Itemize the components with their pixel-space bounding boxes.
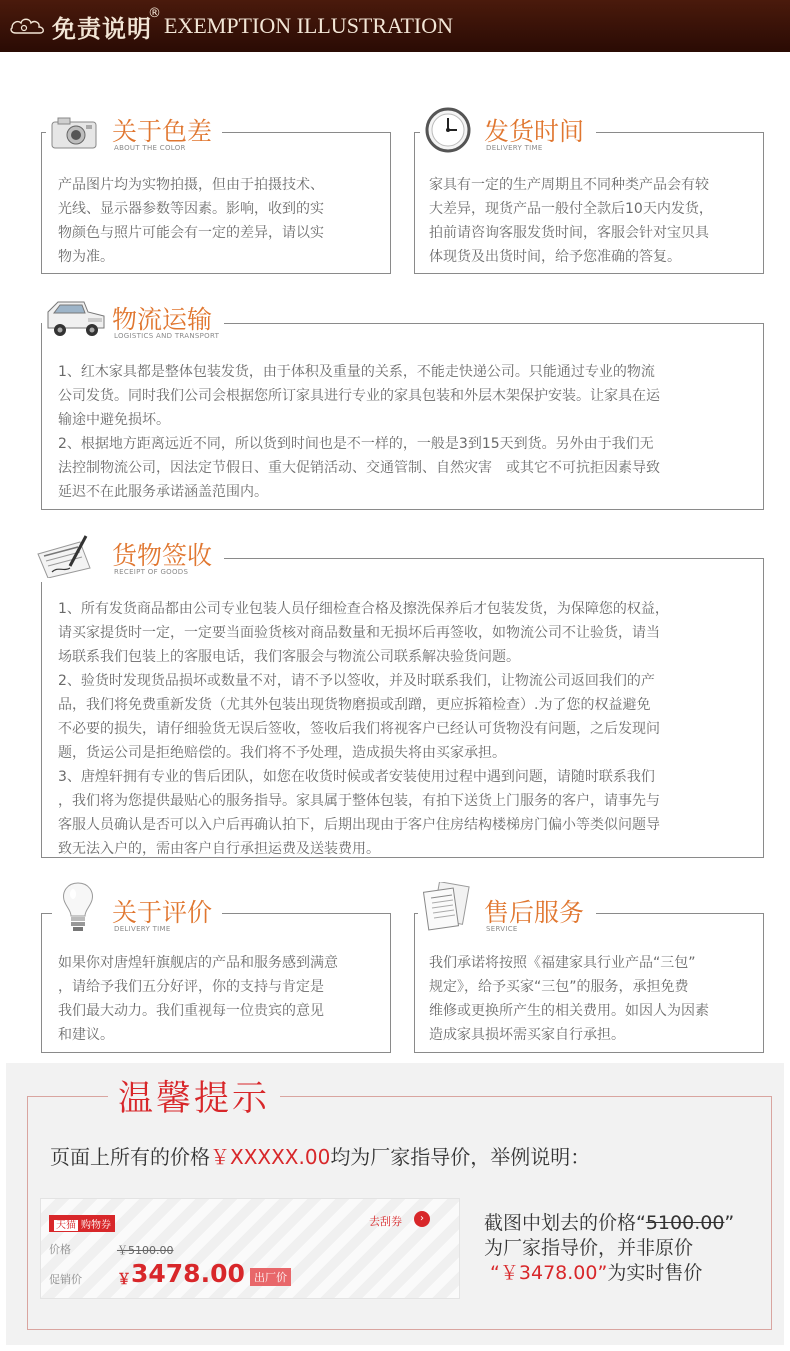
section-service-title: 售后服务 — [484, 898, 585, 927]
section-receipt-body: 1、所有发货商品都由公司专业包装人员仔细检查合格及擦洗保养后才包装发货，为保障您的权益， 请买家提货时一定，一定要当面验货核对商品数量和无损坏后再签收，如物流公司不让验货，请当 场联系我们包装上的客服电话，我们客服会与物流公司联系解决验货问题。 2、验货时发现货品损坏或数量不对，请不予以签收，并及时联系我们，让物流公司返回我们的产 品，我们将免费重新发货（尤其外包装出现货物磨损或刮蹭，更应拆箱检查）.为了您的权益避免 不必要的损失，请仔细验货无误后签收，签收后我们将视客户已经认可货物没有问题，之后发现问 题，货运公司是拒绝赔偿的。我们将不予处理，造成损失将由买家承担。 3、唐煌轩拥有专业的售后团队，如您在收货时候或者安装使用过程中遇到问题，请随时联系我们 ，我们将为您提供最贴心的服务指导。家具属于整体包装，有拍下送货上门服务的客户，请事先与 客服人员确认是否可以入户后再确认拍下，后期出现由于客户住房结构楼梯房门偏小等类似问题导 致无法入户的，需由客户自行承担运费及送装费用。 — [58, 601, 669, 857]
real-price: “￥3478.00” — [490, 1262, 608, 1284]
section-color-body: 产品图片均为实物拍摄，但由于拍摄技术、 光线、显示器参数等因素。影响，收到的实 物颜色与照片可能会有一定的差异，请以实 物为准。 — [58, 177, 324, 265]
section-color-subtitle: ABOUT THE COLOR — [114, 144, 186, 152]
section-logistics-subtitle: LOGISTICS AND TRANSPORT — [114, 332, 220, 340]
camera-icon — [48, 112, 100, 152]
section-delivery-body: 家具有一定的生产周期且不同种类产品会有较 大差异，现货产品一般付全款后10天内发货， 拍前请咨询客服发货时间，客服会针对宝贝具 体现货及出货时间，给予您准确的答复。 — [429, 177, 713, 265]
original-price: ￥5100.00 — [117, 1244, 174, 1257]
tips-description: 页面上所有的价格￥XXXXX.00均为厂家指导价，举例说明： — [50, 1145, 591, 1169]
registered-mark: ® — [148, 6, 161, 21]
section-logistics — [41, 323, 764, 510]
header-title-cn: 免责说明 — [52, 14, 152, 43]
section-color-header — [46, 108, 222, 154]
clock-icon — [424, 106, 472, 154]
section-review-header — [52, 880, 222, 936]
promo-price: 3478.00 — [131, 1259, 245, 1288]
header-title-en: EXEMPTION ILLUSTRATION — [164, 13, 454, 38]
section-color-title: 关于色差 — [112, 117, 213, 146]
section-service-body: 我们承诺将按照《福建家具行业产品“三包” 规定》，给予买家“三包”的服务，承担免费 维修或更换所产生的相关费用。如因人为因素 造成家具损坏需买家自行承担。 — [429, 955, 709, 1043]
promo-currency: ￥ — [117, 1272, 131, 1288]
price-label: 价格 — [49, 1243, 71, 1256]
price-example-screenshot — [40, 1198, 460, 1299]
section-receipt — [41, 558, 764, 858]
cloud-ornament-icon — [8, 14, 48, 36]
section-receipt-header — [32, 528, 224, 582]
section-service-subtitle: SERVICE — [486, 925, 518, 933]
tips-title: 温馨提示 — [108, 1071, 280, 1121]
section-delivery-subtitle: DELIVERY TIME — [486, 144, 543, 152]
section-receipt-subtitle: RECEIPT OF GOODS — [114, 568, 189, 576]
promo-price-label: 促销价 — [49, 1273, 82, 1286]
truck-icon — [44, 294, 108, 340]
section-delivery-title: 发货时间 — [484, 117, 585, 146]
signature-icon — [34, 532, 108, 578]
section-logistics-title: 物流运输 — [112, 305, 213, 334]
factory-price-tag: 出厂价 — [250, 1268, 291, 1286]
header-band — [0, 0, 790, 52]
price-explanation: 截图中划去的价格“5100.00” 为厂家指导价，并非原价 “￥3478.00”为实时售价 — [484, 1212, 735, 1284]
chevron-right-icon: › — [414, 1211, 430, 1227]
section-review-title: 关于评价 — [112, 898, 213, 927]
section-logistics-body: 1、红木家具都是整体包装发货，由于体积及重量的关系，不能走快递公司。只能通过专业的物流 公司发货。同时我们公司会根据您所订家具进行专业的家具包装和外层木架保护安装。让家具在运 输途中避免损坏。 2、根据地方距离远近不同，所以货到时间也是不一样的，一般是3到15天到货。另外由于我们无 法控制物流公司，因法定节假日、重大促销活动、交通管制、自然灾害 或其它不可抗拒因素导致 延迟不在此服务承诺涵盖范围内。 — [58, 364, 660, 500]
lightbulb-icon — [58, 880, 98, 934]
struck-price: 5100.00 — [645, 1212, 725, 1234]
section-review-subtitle: DELIVERY TIME — [114, 925, 171, 933]
section-review-body: 如果你对唐煌轩旗舰店的产品和服务感到满意 ，请给予我们五分好评，你的支持与肯定是 我们最大动力。我们重视每一位贵宾的意见 和建议。 — [58, 955, 338, 1043]
section-receipt-title: 货物签收 — [112, 541, 213, 570]
section-service-header — [418, 880, 596, 936]
section-delivery-header — [420, 104, 596, 154]
scratch-coupon-link: 去刮券 — [369, 1215, 402, 1228]
documents-icon — [420, 882, 476, 934]
section-logistics-header — [42, 292, 224, 344]
tips-price-placeholder: ￥XXXXX.00 — [210, 1145, 331, 1169]
tmall-coupon-badge: 天猫 购物券 — [49, 1215, 115, 1232]
